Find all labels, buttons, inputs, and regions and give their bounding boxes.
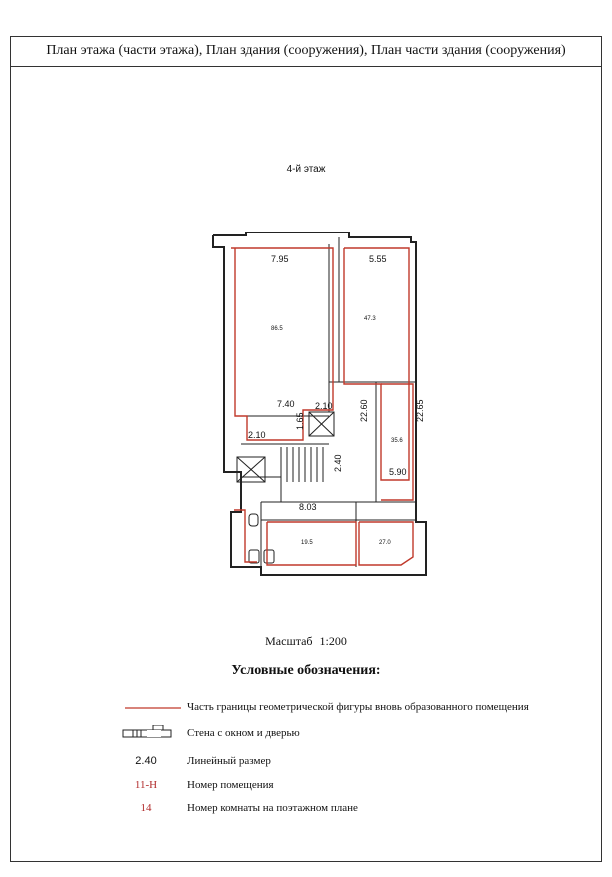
legend-item-dimension: [11, 753, 601, 769]
area-room-d: 19.5: [301, 540, 313, 546]
legend-text-room: Номер комнаты на поэтажном плане: [187, 802, 358, 814]
sheet-header: План этажа (части этажа), План здания (сооружения), План части здания (сооружения): [11, 37, 601, 67]
scale-label: [11, 634, 601, 649]
legend-text-boundary: Часть границы геометрической фигуры вновь образованного помещения: [187, 701, 529, 713]
room-number-symbol: 14: [140, 802, 152, 814]
dim-2-10-b: 2.10: [248, 430, 266, 440]
scale-value: 1:200: [319, 634, 347, 648]
dim-7-40: 7.40: [277, 399, 295, 409]
dimension-symbol: 2.40: [135, 755, 157, 767]
premise-number-symbol: 11-Н: [134, 779, 158, 791]
legend-item-room: [11, 800, 601, 816]
dim-1-65: 1.65: [295, 412, 305, 430]
legend-item-premise: [11, 777, 601, 793]
dim-7-95: 7.95: [271, 254, 289, 264]
dim-8-03: 8.03: [299, 502, 317, 512]
dim-2-10-a: 2.10: [315, 401, 333, 411]
floor-plan: [201, 232, 431, 582]
area-room-b: 47.3: [364, 316, 376, 322]
legend-item-boundary: [11, 699, 601, 715]
area-room-a: 86.5: [271, 326, 283, 332]
red-line-symbol: [121, 699, 191, 715]
floor-title: 4-й этаж: [286, 164, 326, 175]
legend-text-dimension: Линейный размер: [187, 755, 271, 767]
dim-22-65: 22.65: [415, 399, 425, 422]
scale-caption: Масштаб: [265, 634, 313, 648]
dim-5-55: 5.55: [369, 254, 387, 264]
wall-window-door-symbol: [121, 725, 191, 741]
dim-2-40: 2.40: [333, 454, 343, 472]
plan-sheet: [10, 36, 602, 862]
legend-text-wall: Стена с окном и дверью: [187, 727, 300, 739]
legend-item-wall: [11, 725, 601, 741]
legend-title: Условные обозначения:: [231, 663, 381, 678]
dim-22-60: 22.60: [359, 399, 369, 422]
legend-text-premise: Номер помещения: [187, 779, 274, 791]
area-room-e: 27.0: [379, 540, 391, 546]
area-room-c: 35.6: [391, 438, 403, 444]
dim-5-90: 5.90: [389, 467, 407, 477]
